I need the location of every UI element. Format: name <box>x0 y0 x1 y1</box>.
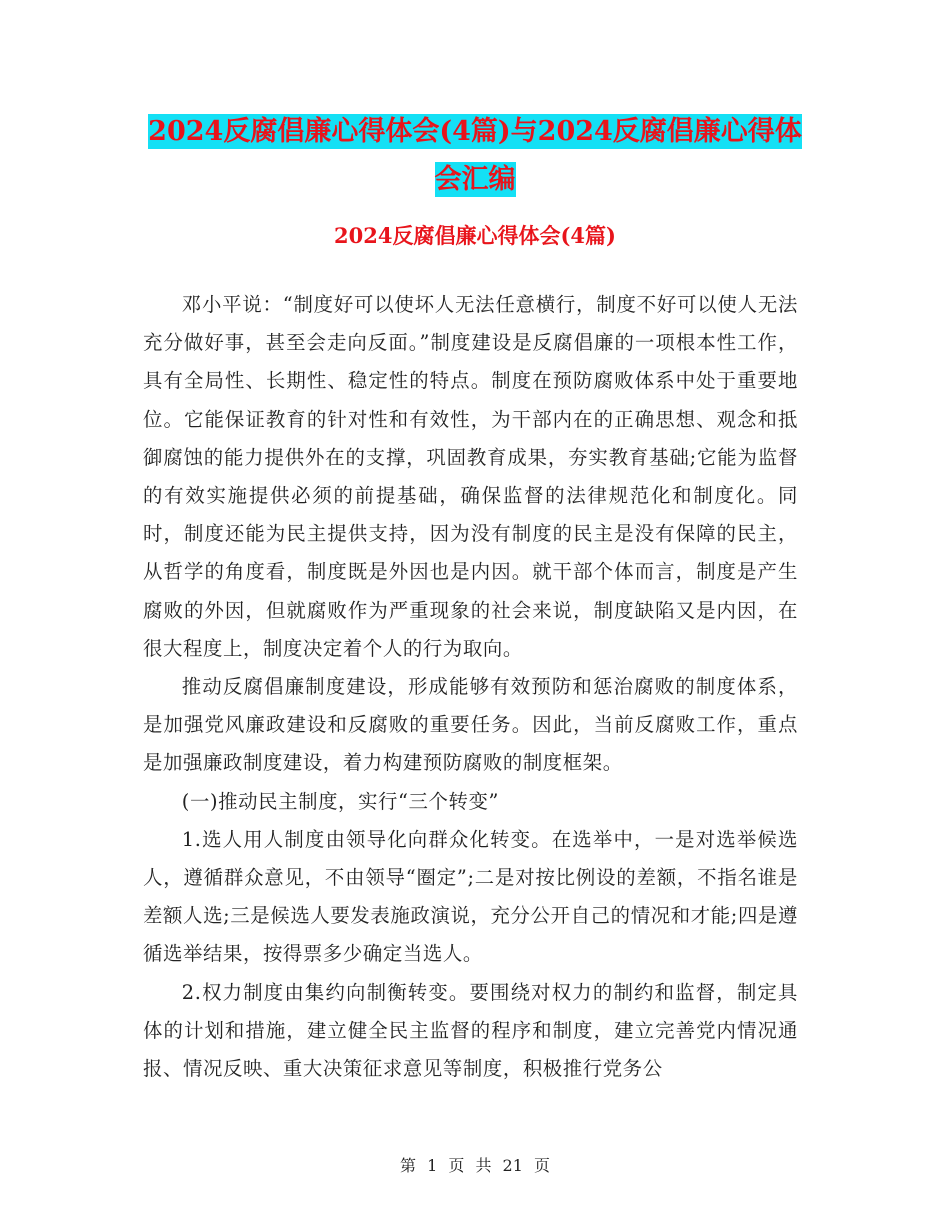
document-title-line2: 会汇编 <box>434 164 516 195</box>
paragraph: 1.选人用人制度由领导化向群众化转变。在选举中，一是对选举候选人，遵循群众意见，不由领导“圈定”;二是对按比例设的差额，不指名谁是差额人选;三是候选人要发表施政演说，充分公开自己的情况和才能;四是遵循选举结果，按得票多少确定当选人。 <box>143 827 798 966</box>
document-title <box>0 108 950 204</box>
paragraph: 邓小平说：“制度好可以使坏人无法任意横行，制度不好可以使人无法充分做好事，甚至会走向反面。”制度建设是反腐倡廉的一项根本性工作，具有全局性、长期性、稳定性的特点。制度在预防腐败体系中处于重要地位。它能保证教育的针对性和有效性，为干部内在的正确思想、观念和抵御腐蚀的能力提供外在的支撑，巩固教育成果，夯实教育基础;它能为监督的有效实施提供必须的前提基础，确保监督的法律规范化和制度化。同时，制度还能为民主提供支持，因为没有制度的民主是没有保障的民主，从哲学的角度看，制度既是外因也是内因。就干部个体而言，制度是产生腐败的外因，但就腐败作为严重现象的社会来说，制度缺陷又是内因，在很大程度上，制度决定着个人的行为取向。 <box>143 293 798 660</box>
paragraph: 推动反腐倡廉制度建设，形成能够有效预防和惩治腐败的制度体系，是加强党风廉政建设和反腐败的重要任务。因此，当前反腐败工作，重点是加强廉政制度建设，着力构建预防腐败的制度框架。 <box>143 675 798 775</box>
document-title-line1: 2024反腐倡廉心得体会(4篇)与2024反腐倡廉心得体 <box>148 116 802 147</box>
document-body <box>143 286 798 1088</box>
page-footer: 第 1 页 共 21 页 <box>400 1156 550 1175</box>
paragraph: (一)推动民主制度，实行“三个转变” <box>181 789 500 813</box>
paragraph: 2.权力制度由集约向制衡转变。要围绕对权力的制约和监督，制定具体的计划和措施，建立健全民主监督的程序和制度，建立完善党内情况通报、情况反映、重大决策征求意见等制度，积极推行党务公 <box>143 980 798 1081</box>
section-title: 2024反腐倡廉心得体会(4篇) <box>334 223 616 248</box>
